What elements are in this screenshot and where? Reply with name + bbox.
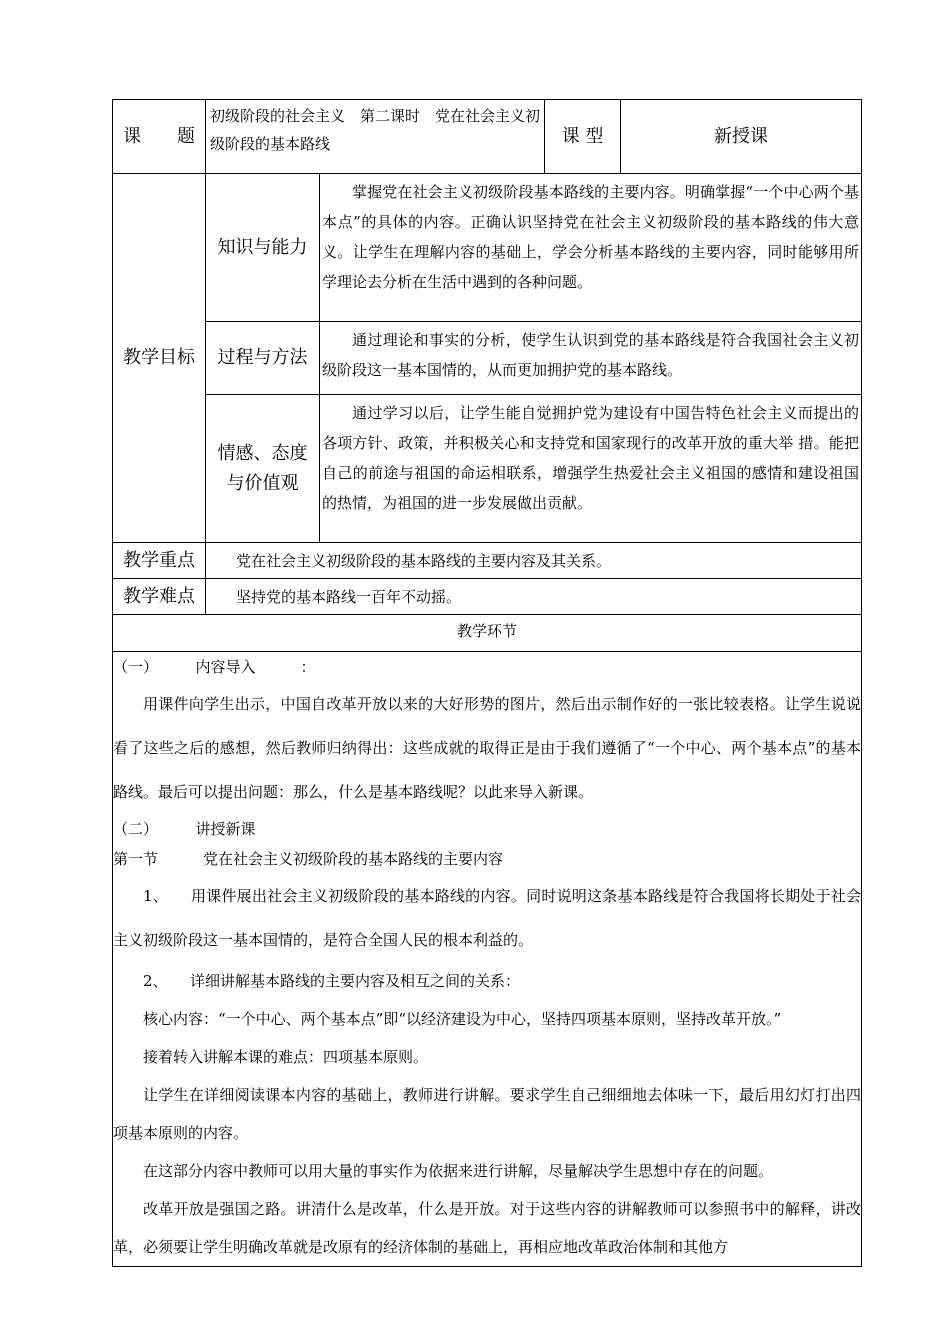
step1-heading: （一） 内容导入 ： (113, 658, 316, 676)
item2-text: 2、 详细讲解基本路线的主要内容及相互之间的关系： (143, 972, 521, 990)
key-point-row (113, 543, 862, 579)
objective-name-process: 过程与方法 (206, 322, 320, 395)
process-body (113, 652, 862, 1267)
lesson-plan-table (112, 99, 862, 1267)
objective-content-knowledge: 掌握党在社会主义初级阶段基本路线的主要内容。明确掌握“一个中心两个基本点”的具体的内容。正确认识坚持党在社会主义初级阶段的基本路线的伟大意义。让学生在理解内容的基础上，学会分析基本路线的主要内容，同时能够用所学理论去分析在生活中遇到的各种问题。 (320, 174, 862, 322)
objective-row-knowledge (113, 174, 862, 322)
type-label: 课 型 (545, 100, 621, 174)
objective-row-process (113, 322, 862, 395)
key-point-content: 党在社会主义初级阶段的基本路线的主要内容及其关系。 (206, 543, 862, 579)
item1-text: 1、 用课件展出社会主义初级阶段的基本路线的内容。同时说明这条基本路线是符合我国将长期处于社会主义初级阶段这一基本国情的，是符合全国人民的根本利益的。 (113, 887, 862, 949)
objective-name-knowledge: 知识与能力 (206, 174, 320, 322)
process-title-row (113, 615, 862, 652)
reform-text: 改革开放是强国之路。讲清什么是改革，什么是开放。对于这些内容的讲解教师可以参照书中的解释，讲改革，必须要让学生明确改革就是改原有的经济体制的基础上，再相应地改革政治体制和其他方 (113, 1200, 862, 1256)
process-title: 教学环节 (113, 615, 862, 652)
difficult-point-label: 教学难点 (113, 579, 206, 615)
objective-name-attitude-line2: 与价值观 (226, 472, 299, 494)
objectives-label: 教学目标 (113, 174, 206, 543)
difficult-point-row (113, 579, 862, 615)
objective-content-process: 通过理论和事实的分析，使学生认识到党的基本路线是符合我国社会主义初级阶段这一基本国情的，从而更加拥护党的基本路线。 (320, 322, 862, 395)
header-row (113, 100, 862, 174)
course-title: 初级阶段的社会主义 第二课时 党在社会主义初级阶段的基本路线 (206, 100, 545, 174)
section1-heading: 第一节 党在社会主义初级阶段的基本路线的主要内容 (113, 850, 504, 868)
objective-row-attitude (113, 395, 862, 543)
core-content-text: 核心内容：“一个中心、两个基本点”即“以经济建设为中心，坚持四项基本原则，坚持改革开放。” (143, 1010, 782, 1028)
objective-content-attitude: 通过学习以后，让学生能自觉拥护党为建设有中国告特色社会主义而提出的各项方针、政策，并积极关心和支持党和国家现行的改革开放的重大举 措。能把自己的前途与祖国的命运相联系，增强学生热爱社会主义祖国的感情和建设祖国的热情，为祖国的进一步发展做出贡献。 (320, 395, 862, 543)
key-point-label: 教学重点 (113, 543, 206, 579)
step2-heading: （二） 讲授新课 (113, 820, 256, 838)
facts-text: 在这部分内容中教师可以用大量的事实作为依据来进行讲解，尽量解决学生思想中存在的问题。 (143, 1162, 774, 1180)
next-text: 接着转入讲解本课的难点：四项基本原则。 (143, 1048, 429, 1066)
difficult-point-content: 坚持党的基本路线一百年不动摇。 (206, 579, 862, 615)
objective-name-attitude-line1: 情感、态度 (217, 442, 308, 464)
read-text: 让学生在详细阅读课本内容的基础上，教师进行讲解。要求学生自己细细地去体味一下，最后用幻灯打出四项基本原则的内容。 (113, 1086, 862, 1142)
objective-name-attitude (206, 395, 320, 543)
course-label: 课 题 (113, 100, 206, 174)
process-body-row (113, 652, 862, 1267)
step1-text: 用课件向学生出示，中国自改革开放以来的大好形势的图片，然后出示制作好的一张比较表格。让学生说说看了这些之后的感想，然后教师归纳得出：这些成就的取得正是由于我们遵循了“一个中心、两个基本点”的基本路线。最后可以提出问题：那么，什么是基本路线呢？以此来导入新课。 (113, 695, 862, 801)
type-value: 新授课 (621, 100, 862, 174)
